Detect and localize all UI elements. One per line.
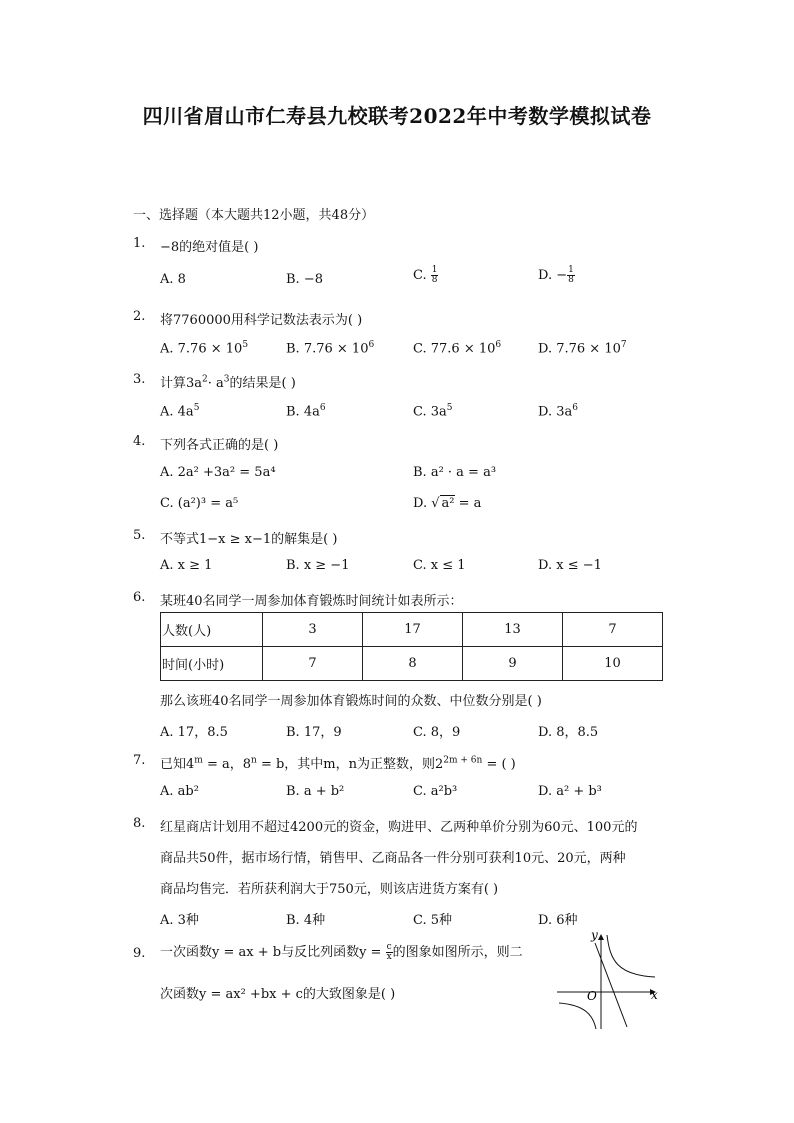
linear-line	[595, 943, 627, 1027]
question-text-line: 商品均售完．若所获利润大于750元，则该店进货方案有( )	[160, 882, 499, 897]
table-cell: 时间(小时)	[161, 647, 263, 681]
option-d[interactable]: D. x ≤ −1	[538, 558, 602, 573]
option-c[interactable]: C. $77.6 \times 10^6$	[413, 340, 502, 357]
function-graph	[555, 925, 665, 1035]
option-c[interactable]: C. x ≤ 1	[413, 558, 466, 573]
option-c[interactable]: C. (a²)³ = a⁵	[160, 496, 239, 511]
question-number: 3.	[133, 372, 146, 387]
option-a[interactable]: A. 8	[160, 272, 186, 287]
option-a[interactable]: A. 3种	[160, 913, 199, 928]
data-table	[160, 612, 663, 681]
option-c[interactable]: C. a²b³	[413, 784, 458, 799]
hyperbola-branch-1	[607, 935, 655, 977]
option-d[interactable]: D. a² + b³	[538, 784, 602, 799]
option-c[interactable]: C. $\frac{1}{8}$	[413, 265, 438, 285]
question-text: 将7760000用科学记数法表示为( )	[160, 313, 363, 328]
option-a[interactable]: A. $4a^5$	[160, 403, 200, 420]
question-number: 4.	[133, 434, 146, 449]
table-cell: 人数(人)	[161, 613, 263, 647]
table-row	[161, 647, 663, 681]
option-d[interactable]: D. $7.76 \times 10^7$	[538, 340, 627, 357]
page-title: 四川省眉山市仁寿县九校联考2022年中考数学模拟试卷	[142, 104, 652, 128]
table-cell: 9	[463, 647, 563, 681]
option-d[interactable]: D. − $\frac{1}{8}$	[538, 265, 574, 285]
option-d[interactable]: D. $3a^6$	[538, 403, 578, 420]
option-a[interactable]: A. ab²	[160, 784, 199, 799]
table-cell: 8	[363, 647, 463, 681]
option-a[interactable]: A. x ≥ 1	[160, 558, 213, 573]
question-number: 6.	[133, 590, 146, 605]
question-text: 不等式1−x ≥ x−1的解集是( )	[160, 532, 338, 547]
question-text: 已知$4^m = a$，$8^n = b$，其中m，n为正整数，则$2^{2m + 6n}$ = ( )	[160, 755, 516, 772]
question-text-line: 一次函数y = ax + b与反比列函数y = $\frac{c}{x}$ 的图象如图所示，则二	[160, 942, 523, 962]
option-d[interactable]: D. 8，8.5	[538, 725, 599, 740]
table-row	[161, 613, 663, 647]
question-text-line: 次函数y = ax² +bx + c的大致图象是( )	[160, 987, 396, 1002]
section-heading: 一、选择题（本大题共12小题，共48分）	[133, 208, 375, 223]
hyperbola-branch-2	[559, 1003, 596, 1029]
table-cell: 7	[263, 647, 363, 681]
question-number: 5.	[133, 528, 146, 543]
option-b[interactable]: B. a + b²	[286, 784, 345, 799]
option-d[interactable]: D. √ a² = a	[413, 496, 482, 511]
option-a[interactable]: A. 17，8.5	[160, 725, 228, 740]
table-cell: 17	[363, 613, 463, 647]
question-text: 下列各式正确的是( )	[160, 438, 279, 453]
question-text-line: 红星商店计划用不超过4200元的资金，购进甲、乙两种单价分别为60元、100元的	[160, 820, 638, 835]
option-c[interactable]: C. $3a^5$	[413, 403, 453, 420]
y-axis-label: y	[591, 928, 598, 942]
option-a[interactable]: A. 2a² +3a² = 5a⁴	[160, 465, 276, 480]
option-d[interactable]: D. 6种	[538, 913, 578, 928]
option-c[interactable]: C. 8，9	[413, 725, 461, 740]
question-number: 1.	[133, 236, 146, 251]
question-text: −8的绝对值是( )	[160, 240, 259, 255]
question-text: 某班40名同学一周参加体育锻炼时间统计如表所示：	[160, 594, 463, 609]
question-text-line: 商品共50件，据市场行情，销售甲、乙商品各一件分别可获利10元、20元，两种	[160, 851, 626, 866]
table-cell: 7	[563, 613, 663, 647]
option-b[interactable]: B. $4a^6$	[286, 403, 326, 420]
option-b[interactable]: B. $7.76 \times 10^6$	[286, 340, 375, 357]
option-b[interactable]: B. a² · a = a³	[413, 465, 497, 480]
table-cell: 10	[563, 647, 663, 681]
option-b[interactable]: B. 17，9	[286, 725, 342, 740]
option-a[interactable]: A. $7.76 \times 10^5$	[160, 340, 249, 357]
option-c[interactable]: C. 5种	[413, 913, 453, 928]
option-b[interactable]: B. x ≥ −1	[286, 558, 350, 573]
question-number: 7.	[133, 753, 146, 768]
option-b[interactable]: B. 4种	[286, 913, 326, 928]
origin-label: O	[587, 989, 597, 1003]
question-number: 9.	[133, 946, 146, 961]
question-number: 8.	[133, 816, 146, 831]
table-cell: 13	[463, 613, 563, 647]
question-subtext: 那么该班40名同学一周参加体育锻炼时间的众数、中位数分别是( )	[160, 694, 542, 709]
question-number: 2.	[133, 309, 146, 324]
question-text: 计算$3a^2\cdot a^3$的结果是( )	[160, 374, 296, 391]
option-b[interactable]: B. −8	[286, 272, 323, 287]
x-axis-label: x	[651, 988, 658, 1002]
table-cell: 3	[263, 613, 363, 647]
